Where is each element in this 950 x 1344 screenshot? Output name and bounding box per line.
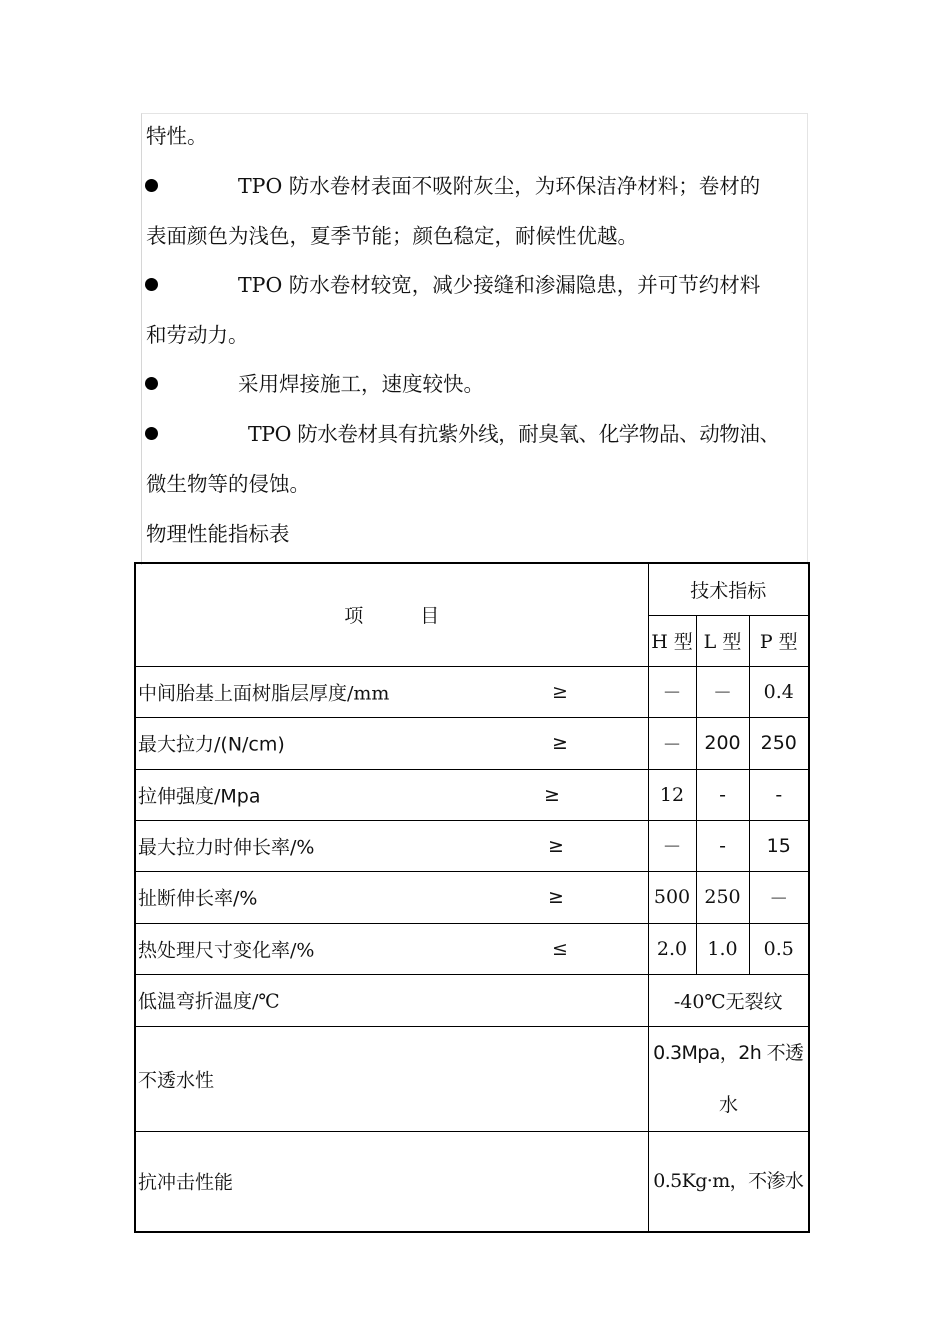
table-row: [135, 1131, 809, 1232]
cell-l: 250: [696, 871, 749, 923]
cell-p: -: [749, 769, 809, 820]
row-label: 最大拉力时伸长率/%: [138, 836, 315, 858]
row-label: 最大拉力/(N/cm): [138, 733, 285, 756]
bullet-text-3: 采用焊接施工，速度较快。: [238, 372, 484, 396]
merged-value: -40℃无裂纹: [648, 974, 809, 1026]
cell-h: 500: [648, 871, 696, 923]
header-item: [135, 563, 648, 666]
bullet-marker: [145, 377, 158, 390]
cell-l: 200: [696, 717, 749, 769]
comparison-symbol: ≥: [552, 680, 568, 703]
row-label: 拉伸强度/Mpa: [138, 785, 261, 807]
comparison-symbol: ≥: [544, 783, 560, 806]
table-row: [135, 1026, 809, 1131]
cell-l: -: [696, 769, 749, 820]
header-item-text: 项 目: [344, 605, 440, 628]
comparison-symbol: ≥: [548, 834, 564, 857]
header-h-type: H 型: [648, 615, 696, 666]
bullet-cont-1: 表面颜色为浅色，夏季节能；颜色稳定，耐候性优越。: [146, 224, 638, 248]
table-caption: 物理性能指标表: [146, 522, 290, 546]
table-row: [135, 666, 809, 717]
bullet-cont-4: 微生物等的侵蚀。: [146, 472, 310, 496]
row-label: 不透水性: [138, 1069, 215, 1091]
bullet-marker: [145, 427, 158, 440]
paragraph-continuation: 特性。: [146, 124, 208, 148]
table-row: [135, 717, 809, 769]
cell-p: 15: [749, 820, 809, 871]
bullet-text-4: TPO 防水卷材具有抗紫外线，耐臭氧、化学物品、动物油、: [248, 422, 780, 446]
cell-h: －: [648, 820, 696, 871]
cell-h: －: [648, 717, 696, 769]
row-label: 热处理尺寸变化率/%: [138, 939, 315, 961]
bullet-text-1: TPO 防水卷材表面不吸附灰尘，为环保洁净材料；卷材的: [238, 174, 761, 198]
cell-p: －: [749, 871, 809, 923]
cell-l: -: [696, 820, 749, 871]
comparison-symbol: ≤: [552, 937, 568, 960]
table-row: [135, 974, 809, 1026]
cell-l: －: [696, 666, 749, 717]
row-label: 扯断伸长率/%: [138, 887, 258, 910]
row-label: 中间胎基上面树脂层厚度/mm: [138, 682, 390, 704]
header-tech-index: 技术指标: [648, 563, 809, 615]
cell-p: 250: [749, 717, 809, 769]
row-label: 低温弯折温度/℃: [138, 990, 280, 1013]
comparison-symbol: ≥: [548, 886, 564, 908]
cell-l: 1.0: [696, 923, 749, 974]
bullet-cont-2: 和劳动力。: [146, 323, 249, 347]
cell-h: 12: [648, 769, 696, 820]
merged-value: 0.5Kg·m，不渗水: [648, 1131, 809, 1232]
bullet-marker: [145, 278, 158, 291]
bullet-marker: [145, 179, 158, 192]
comparison-symbol: ≥: [552, 732, 568, 754]
bullet-text-2: TPO 防水卷材较宽，减少接缝和渗漏隐患，并可节约材料: [238, 273, 761, 297]
table-row: [135, 871, 809, 923]
cell-p: 0.5: [749, 923, 809, 974]
cell-h: －: [648, 666, 696, 717]
cell-h: 2.0: [648, 923, 696, 974]
merged-value: 0.3Mpa，2h 不透水: [648, 1026, 809, 1131]
header-l-type: L 型: [696, 615, 749, 666]
table-row: [135, 820, 809, 871]
header-p-type: P 型: [749, 615, 809, 666]
cell-p: 0.4: [749, 666, 809, 717]
table-row: [135, 923, 809, 974]
table-row: [135, 769, 809, 820]
row-label: 抗冲击性能: [138, 1171, 234, 1194]
physical-performance-table: [134, 562, 810, 1233]
